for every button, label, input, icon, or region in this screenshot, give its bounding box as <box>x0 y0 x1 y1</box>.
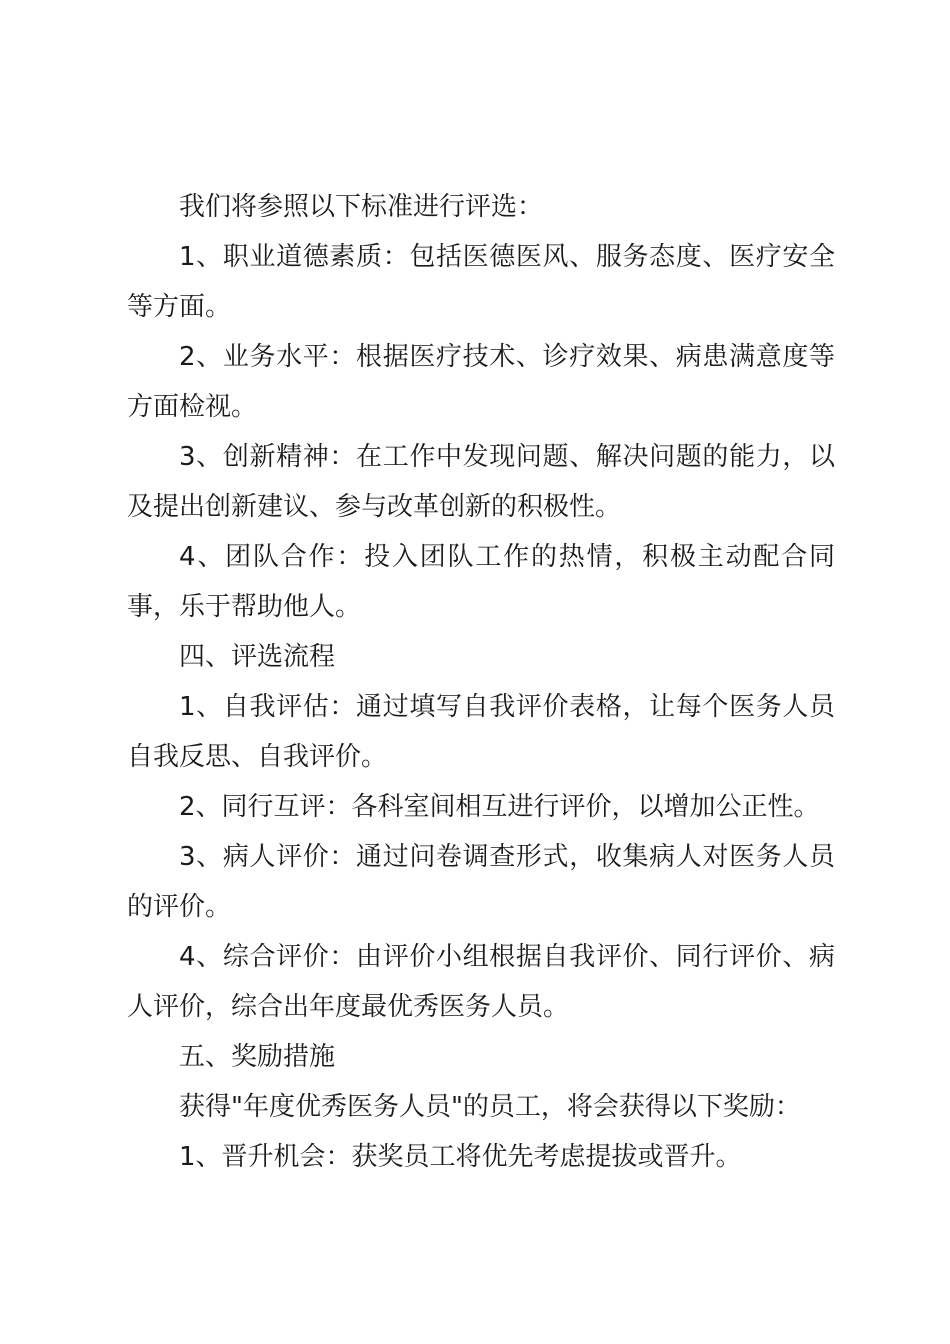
intro-paragraph: 我们将参照以下标准进行评选： <box>179 192 544 222</box>
criterion-teamwork: 4、团队合作：投入团队工作的热情，积极主动配合同事，乐于帮助他人。 <box>127 542 835 622</box>
process-patient-evaluation: 3、病人评价：通过问卷调查形式，收集病人对医务人员的评价。 <box>127 842 835 922</box>
criterion-skill: 2、业务水平：根据医疗技术、诊疗效果、病患满意度等方面检视。 <box>127 342 835 422</box>
reward-promotion: 1、晋升机会：获奖员工将优先考虑提拔或晋升。 <box>179 1142 742 1172</box>
process-self-assessment: 1、自我评估：通过填写自我评价表格，让每个医务人员自我反思、自我评价。 <box>127 692 835 772</box>
criterion-innovation: 3、创新精神：在工作中发现问题、解决问题的能力，以及提出创新建议、参与改革创新的积极性。 <box>127 442 835 522</box>
section-heading-rewards: 五、奖励措施 <box>179 1042 336 1072</box>
rewards-intro: 获得"年度优秀医务人员"的员工，将会获得以下奖励： <box>179 1092 801 1122</box>
process-overall-evaluation: 4、综合评价：由评价小组根据自我评价、同行评价、病人评价，综合出年度最优秀医务人员。 <box>127 942 835 1022</box>
criterion-ethics: 1、职业道德素质：包括医德医风、服务态度、医疗安全等方面。 <box>127 242 835 322</box>
document-body <box>127 182 835 1182</box>
process-peer-review: 2、同行互评：各科室间相互进行评价，以增加公正性。 <box>179 792 820 822</box>
section-heading-process: 四、评选流程 <box>179 642 336 672</box>
